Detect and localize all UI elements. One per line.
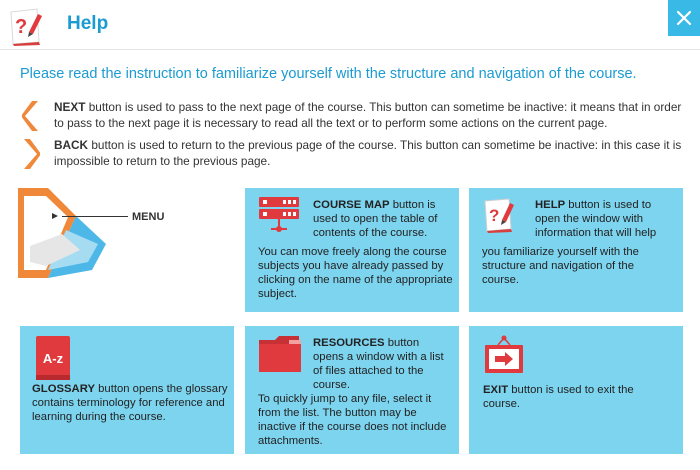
course-map-label: COURSE MAP	[313, 199, 390, 211]
glossary-card	[20, 326, 234, 454]
next-text: button is used to pass to the next page of the course. This button can sometime be inactive: it means that in order to pass to the next page it is necessary to read all the text or to perform some actions on the current page.	[54, 100, 682, 130]
exit-icon	[484, 335, 524, 375]
exit-text: button is used to exit the course.	[483, 384, 634, 410]
svg-text:?: ?	[489, 206, 500, 225]
page-title: Help	[67, 13, 109, 34]
back-label: BACK	[54, 138, 89, 152]
exit-card	[469, 326, 683, 454]
glossary-book-icon	[36, 336, 70, 380]
course-map-text: button is used to open the table of contents of the course.	[313, 199, 438, 239]
next-chevron-icon	[22, 100, 40, 132]
intro-text: Please read the instruction to familiarize yourself with the structure and navigation of the course.	[20, 66, 637, 82]
help-icon	[483, 197, 517, 233]
next-description	[22, 100, 692, 134]
course-map-icon	[259, 197, 299, 233]
back-chevron-icon	[22, 138, 40, 170]
glossary-label: GLOSSARY	[32, 383, 95, 395]
glossary-text: button opens the glossary contains terminology for reference and learning during the course.	[32, 383, 228, 423]
course-map-card	[245, 188, 459, 312]
help-label: HELP	[535, 199, 566, 211]
course-map-detail: You can move freely along the course subjects you have already passed by clicking on the name of the appropriate subject.	[258, 246, 453, 300]
close-icon[interactable]	[676, 10, 692, 26]
resources-card	[245, 326, 459, 454]
folder-icon	[259, 336, 303, 372]
svg-text:?: ?	[15, 16, 28, 38]
next-label: NEXT	[54, 100, 86, 114]
back-description	[22, 138, 692, 172]
glossary-icon-text: A-z	[42, 351, 64, 366]
menu-label: MENU	[132, 211, 165, 223]
menu-diagram-icon	[18, 186, 108, 280]
resources-detail: To quickly jump to any file, select it from the list. The button may be inactive if the course does not include attachments.	[258, 393, 447, 447]
resources-label: RESOURCES	[313, 337, 385, 349]
help-detail: you familiarize yourself with the structure and navigation of the course.	[482, 246, 639, 286]
help-text: button is used to open the window with information that will help	[535, 199, 657, 239]
exit-label: EXIT	[483, 384, 509, 396]
resources-text: button opens a window with a list of files attached to the course.	[313, 337, 444, 391]
header	[0, 0, 700, 50]
help-book-icon	[7, 6, 45, 46]
close-button[interactable]	[668, 0, 700, 36]
back-text: button is used to return to the previous page of the course. This button can sometime be inactive: in this case it is impossible to return to the previous page.	[54, 138, 682, 168]
menu-pointer-line	[62, 216, 128, 217]
help-card	[469, 188, 683, 312]
